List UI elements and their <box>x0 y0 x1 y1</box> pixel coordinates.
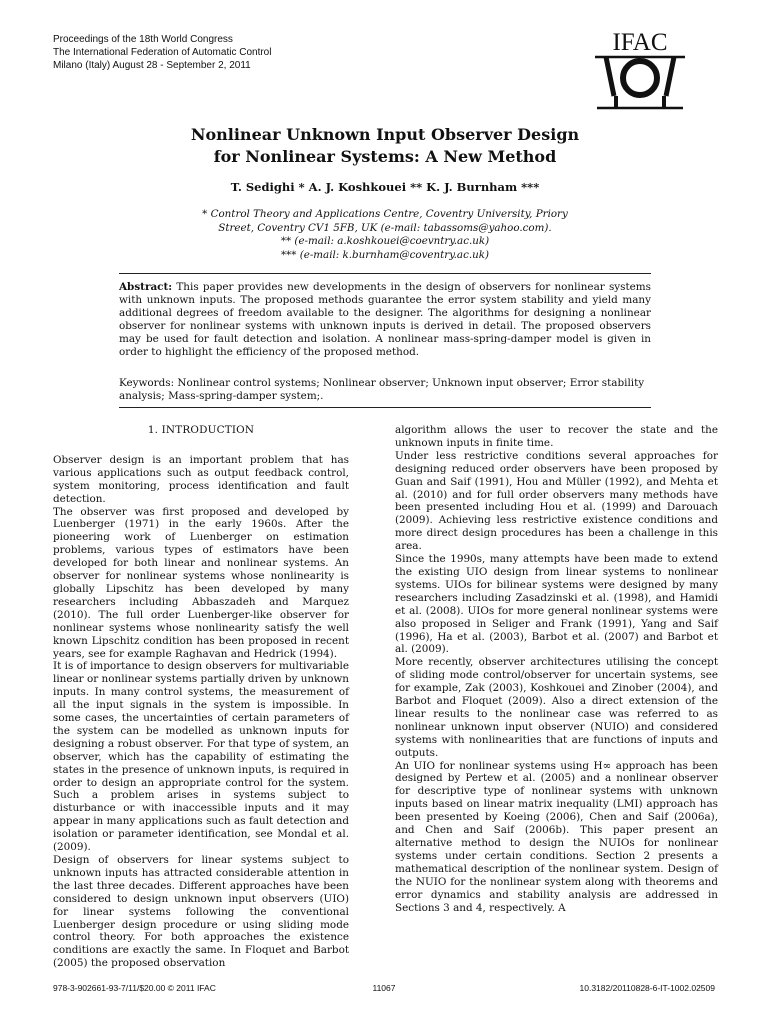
affiliation-2: ** (e-mail: a.koshkouei@coevntry.ac.uk) <box>280 235 490 247</box>
proceedings-line-3: Milano (Italy) August 28 - September 2, 2011 <box>53 60 251 71</box>
paragraph: Design of observers for linear systems subject to unknown inputs has attracted considerable attention in the last three decades. Different approaches have been considered to design unknown input observers (UIO) for linear systems following the conventional Luenberger design procedure or using sliding mode control theory. For both approaches the existence conditions are exactly the same. In Floquet and Barbot (2005) the proposed observation <box>53 854 349 970</box>
paragraph: Under less restrictive conditions several approaches for designing reduced order observers have been proposed by Guan and Saif (1991), Hou and Müller (1992), and Mehta et al. (2010) and for full order observers many methods have been presented including Hou et al. (1999) and Darouach (2009). Achieving less restrictive existence conditions and more direct design procedures has been a challenge in this area. <box>395 449 718 553</box>
abstract-bottom-rule <box>119 407 651 408</box>
left-column <box>53 424 349 970</box>
affiliation-3: *** (e-mail: k.burnham@coventry.ac.uk) <box>280 248 490 261</box>
proceedings-line-2: The International Federation of Automatic Control <box>53 47 272 58</box>
footer-isbn: 978-3-902661-93-7/11/$20.00 © 2011 IFAC <box>53 983 216 993</box>
paragraph: An UIO for nonlinear systems using H∞ approach has been designed by Pertew et al. (2005) and a nonlinear observer for descriptive type of nonlinear systems with unknown inputs based on linear matrix inequality (LMI) approach has been presented by Koeing (2006), Chen and Saif (2006a), and Chen and Saif (2006b). This paper present an alternative method to design the NUIOs for nonlinear systems under certain conditions. Section 2 presents a mathematical description of the nonlinear system. Design of the NUIO for the nonlinear system along with theorems and error dynamics and stability analysis are addressed in Sections 3 and 4, respectively. A <box>395 759 718 914</box>
paragraph: algorithm allows the user to recover the state and the unknown inputs in finite time. <box>395 424 718 449</box>
paragraph: Observer design is an important problem that has various applications such as output feedback control, system monitoring, process identification and fault detection. <box>53 453 349 505</box>
paragraph: Since the 1990s, many attempts have been made to extend the existing UIO design from linear systems to nonlinear systems. UIOs for bilinear systems were designed by many researchers including Zasadzinski et al. (1998), and Hamidi et al. (2008). UIOs for more general nonlinear systems were also proposed in Seliger and Frank (1991), Yang and Saif (1996), Ha et al. (2003), Barbot et al. (2007) and Barbot et al. (2009). <box>395 553 718 656</box>
authors: T. Sedighi * A. J. Koshkouei ** K. J. Burnham *** <box>230 180 540 194</box>
abstract <box>119 281 651 359</box>
abstract-label: Abstract: <box>119 281 173 293</box>
title-line-1: Nonlinear Unknown Input Observer Design <box>190 125 580 144</box>
footer-page-number: 11067 <box>372 983 396 993</box>
section-heading-introduction: 1. INTRODUCTION <box>147 424 255 436</box>
ifac-logo-text: IFAC <box>612 29 668 56</box>
paragraph: The observer was first proposed and developed by Luenberger (1971) in the early 1960s. After the pioneering work of Luenberger on estimation problems, various types of estimators have been developed for both linear and nonlinear systems. An observer for nonlinear systems whose nonlinearity is globally Lipschitz has been developed by many researchers including Abbaszadeh and Marquez (2010). The full order Luenberger-like observer for nonlinear systems whose nonlinearity satisfy the well known Lipschitz condition has been proposed in recent years, see for example Raghavan and Hedrick (1994). <box>53 505 349 660</box>
keywords: Keywords: Nonlinear control systems; Nonlinear observer; Unknown input observer; Error stability analysis; Mass-spring-damper system;. <box>119 377 645 402</box>
affiliation-1: * Control Theory and Applications Centre, Coventry University, Priory <box>202 208 568 220</box>
footer-doi: 10.3182/20110828-6-IT-1002.02509 <box>579 983 715 993</box>
affiliations <box>120 208 650 262</box>
abstract-text: This paper provides new developments in the design of observers for nonlinear systems with unknown inputs. The proposed methods guarantee the error system stability and yield many additional degrees of freedom available to the designer. The algorithms for designing a nonlinear observer for nonlinear systems with unknown inputs is derived in detail. The proposed observers may be used for fault detection and isolation. A nonlinear mass-spring-damper model is given in order to highlight the efficiency of the proposed method. <box>119 281 651 358</box>
paper-title <box>90 124 680 168</box>
abstract-top-rule <box>119 273 651 274</box>
paragraph: More recently, observer architectures utilising the concept of sliding mode control/observer for uncertain systems, see for example, Zak (2003), Koshkouei and Zinober (2004), and Barbot and Floquet (2009). Also a direct extension of the linear results to the nonlinear case was referred to as nonlinear unknown input observer (NUIO) and considered systems with nonlinearities that are functions of inputs and outputs. <box>395 656 718 759</box>
proceedings-line-1: Proceedings of the 18th World Congress <box>53 34 233 45</box>
title-line-2: for Nonlinear Systems: A New Method <box>213 147 557 166</box>
ifac-logo <box>592 26 688 118</box>
paragraph: It is of importance to design observers for multivariable linear or nonlinear systems partially driven by unknown inputs. In many control systems, the measurement of all the input signals in the system is impossible. In some cases, the uncertainties of certain parameters of the system can be modelled as unknown inputs for designing a robust observer. For that type of system, an observer, which has the capability of estimating the states in the presence of unknown inputs, is required in order to design an appropriate control for the system. Such a problem arises in systems subject to disturbance or with inaccessible inputs and it may appear in many applications such as fault detection and isolation or parameter identification, see Mondal et al. (2009). <box>53 660 349 854</box>
right-column <box>395 424 718 914</box>
affiliation-1-cont: Street, Coventry CV1 5FB, UK (e-mail: tabassoms@yahoo.com). <box>218 221 552 234</box>
proceedings-header <box>53 33 271 72</box>
